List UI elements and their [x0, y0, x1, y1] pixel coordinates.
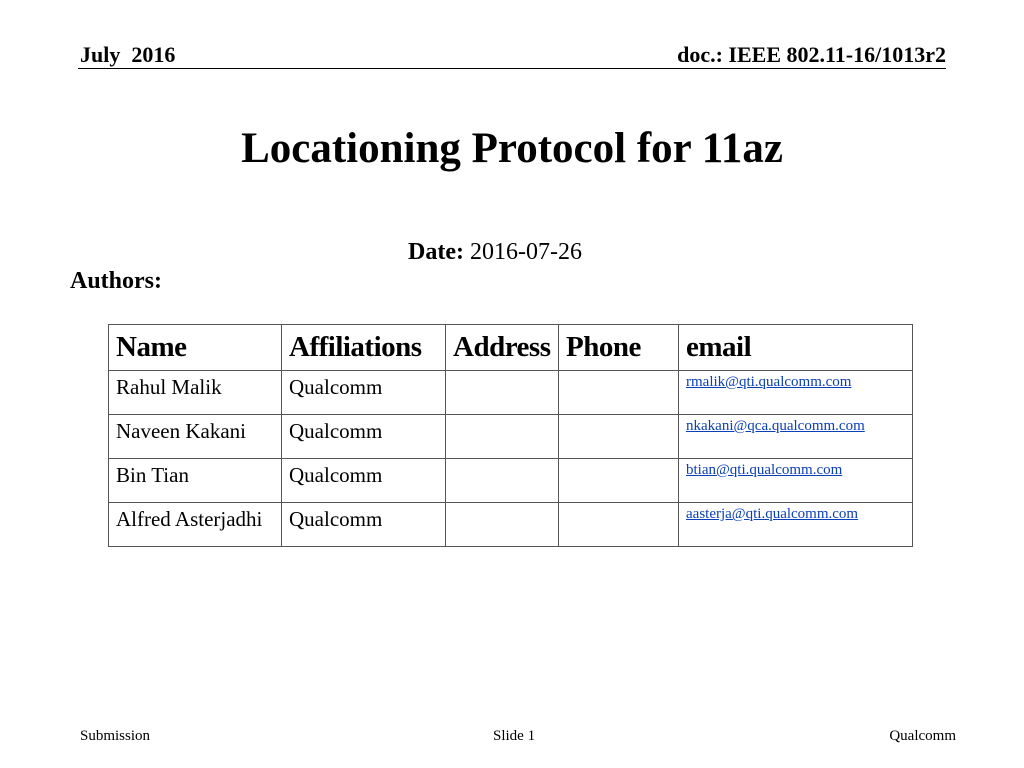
author-address — [446, 415, 559, 459]
author-affiliation: Qualcomm — [282, 415, 446, 459]
authors-table — [108, 324, 913, 547]
author-name: Naveen Kakani — [109, 415, 282, 459]
table-header-row — [109, 325, 913, 371]
author-affiliation: Qualcomm — [282, 371, 446, 415]
author-affiliation: Qualcomm — [282, 459, 446, 503]
footer-submission: Submission — [80, 728, 151, 744]
column-header-name: Name — [109, 325, 282, 371]
author-name: Alfred Asterjadhi — [109, 503, 282, 547]
date-value: 2016-07-26 — [463, 239, 582, 265]
slide-title: Locationing Protocol for 11az — [241, 125, 783, 172]
author-email-link[interactable]: nkakani@qca.qualcomm.com — [686, 418, 865, 434]
author-phone — [559, 371, 679, 415]
column-header-affiliations: Affiliations — [282, 325, 446, 371]
author-email-cell — [679, 503, 913, 547]
column-header-phone: Phone — [559, 325, 679, 371]
table-row — [109, 415, 913, 459]
author-email-cell — [679, 459, 913, 503]
author-email-link[interactable]: btian@qti.qualcomm.com — [686, 462, 843, 478]
date-label: Date: — [408, 239, 464, 265]
author-name: Bin Tian — [109, 459, 282, 503]
table-row — [109, 459, 913, 503]
author-email-cell — [679, 415, 913, 459]
author-phone — [559, 503, 679, 547]
author-email-link[interactable]: aasterja@qti.qualcomm.com — [686, 506, 859, 522]
author-email-link[interactable]: rmalik@qti.qualcomm.com — [686, 374, 852, 390]
column-header-email: email — [679, 325, 913, 371]
footer-slide-number: Slide 1 — [493, 728, 536, 744]
author-name: Rahul Malik — [109, 371, 282, 415]
author-phone — [559, 415, 679, 459]
author-address — [446, 371, 559, 415]
table-row — [109, 503, 913, 547]
footer-company: Qualcomm — [889, 728, 956, 744]
column-header-address: Address — [446, 325, 559, 371]
author-phone — [559, 459, 679, 503]
author-address — [446, 459, 559, 503]
header-divider — [78, 68, 946, 69]
author-email-cell — [679, 371, 913, 415]
author-address — [446, 503, 559, 547]
date-line — [408, 239, 582, 266]
header-date: July 2016 — [80, 42, 176, 67]
header-doc-id: doc.: IEEE 802.11-16/1013r2 — [677, 42, 946, 67]
authors-label: Authors: — [70, 268, 163, 294]
table-row — [109, 371, 913, 415]
author-affiliation: Qualcomm — [282, 503, 446, 547]
